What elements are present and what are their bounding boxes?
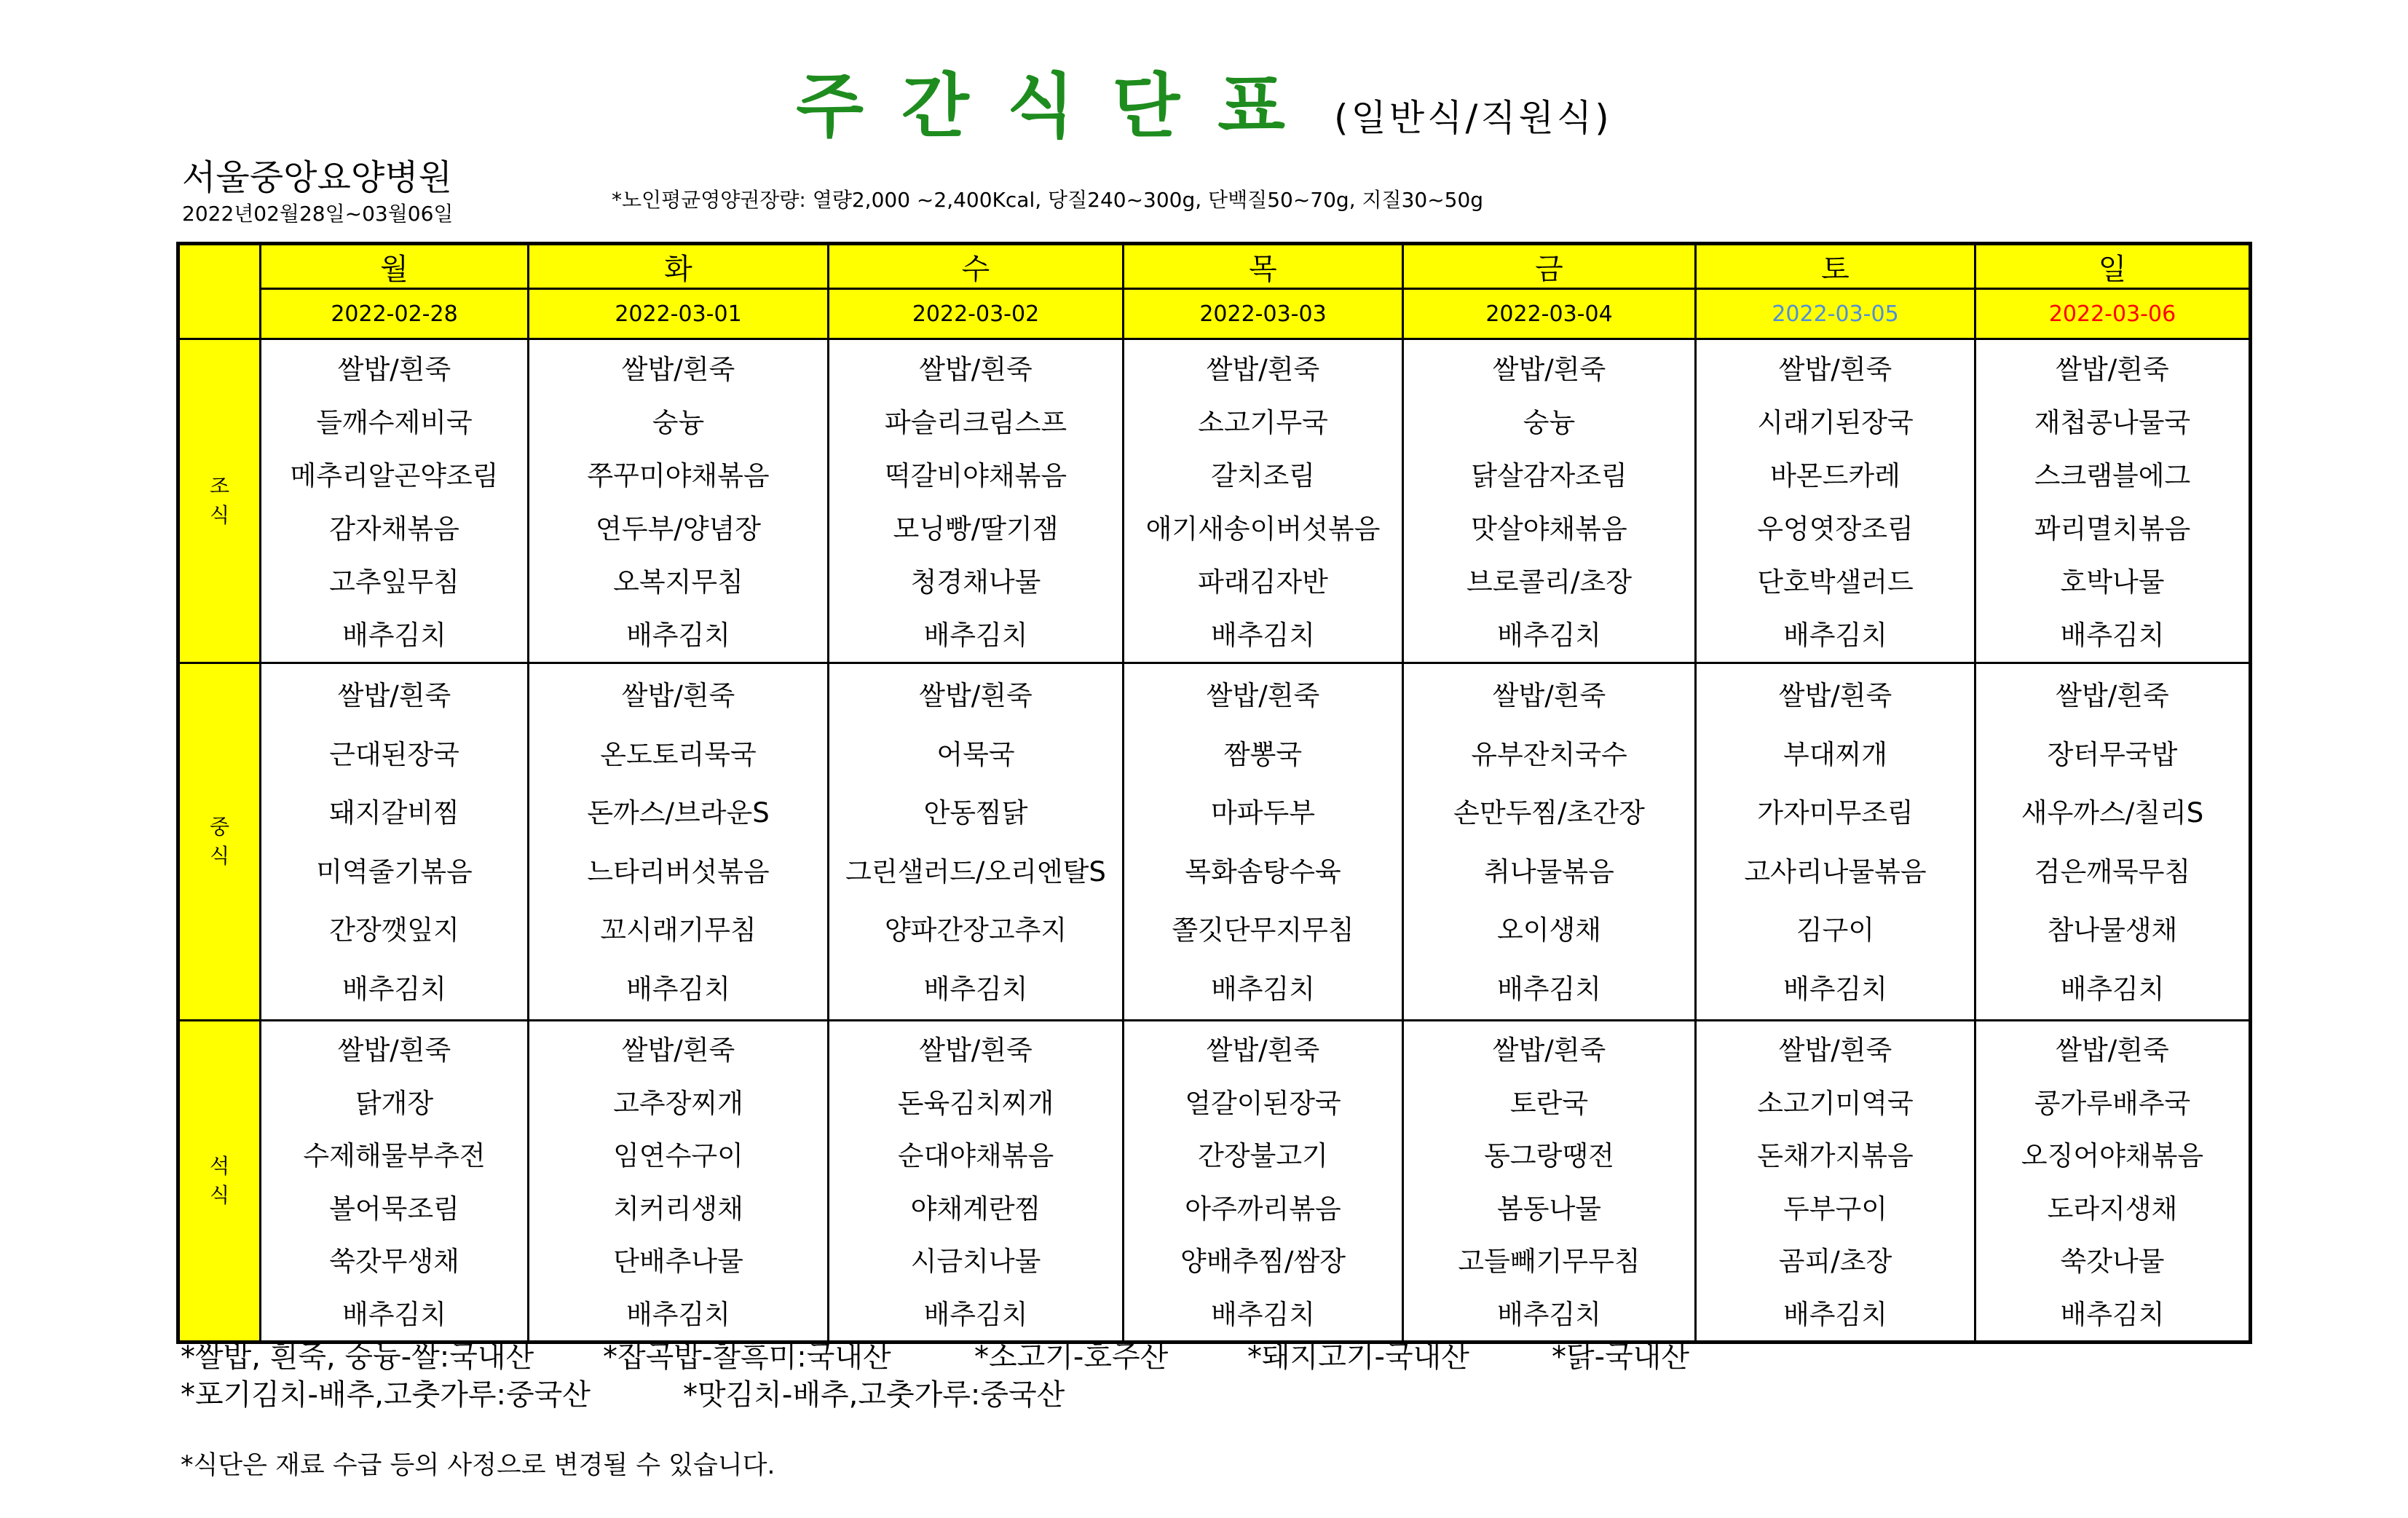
day-name-sat: 토 <box>1696 244 1975 289</box>
origin-note: *맛김치-배추,고춧가루:중국산 <box>683 1378 1065 1412</box>
change-notice: *식단은 재료 수급 등의 사정으로 변경될 수 있습니다. <box>181 1451 775 1480</box>
menu-item: 배추김치 <box>342 1298 446 1330</box>
lunch-row <box>178 663 2251 1021</box>
menu-item: 시금치나물 <box>910 1246 1041 1278</box>
menu-item: 배추김치 <box>1497 619 1601 651</box>
menu-item: 돈까스/브라운S <box>587 797 770 829</box>
dinner-row <box>178 1021 2251 1343</box>
dinner-cell-tue <box>529 1021 829 1343</box>
menu-item: 그린샐러드/오리엔탈S <box>845 855 1106 888</box>
menu-item: 배추김치 <box>2060 619 2165 651</box>
origin-notes-line2 <box>181 1376 1689 1414</box>
day-name-row <box>178 244 2251 289</box>
origin-note: *닭-국내산 <box>1552 1340 1689 1374</box>
menu-item: 쌀밥/흰죽 <box>919 1035 1033 1067</box>
day-date-wed: 2022-03-02 <box>829 289 1124 339</box>
menu-item: 쌀밥/흰죽 <box>2056 680 2169 712</box>
menu-item: 고사리나물볶음 <box>1744 855 1927 888</box>
menu-item: 돼지갈비찜 <box>329 797 459 829</box>
menu-item: 단호박샐러드 <box>1757 566 1914 598</box>
dinner-cell-sun <box>1975 1021 2251 1343</box>
meal-label-char: 중 <box>209 815 230 839</box>
menu-item: 임연수구이 <box>613 1140 743 1172</box>
menu-item: 고들빼기무무침 <box>1458 1246 1641 1278</box>
menu-item: 배추김치 <box>626 619 730 651</box>
origin-note: *잡곡밥-찰흑미:국내산 <box>603 1340 891 1374</box>
day-name-sun: 일 <box>1975 244 2251 289</box>
menu-item: 김구이 <box>1796 914 1875 946</box>
origin-note: *포기김치-배추,고춧가루:중국산 <box>181 1378 591 1412</box>
menu-item: 쌀밥/흰죽 <box>1206 680 1320 712</box>
menu-item: 재첩콩나물국 <box>2034 406 2191 438</box>
lunch-cell-thu <box>1124 663 1403 1021</box>
day-date-mon: 2022-02-28 <box>261 289 529 339</box>
menu-item: 청경채나물 <box>910 566 1041 598</box>
menu-item: 배추김치 <box>2060 973 2165 1005</box>
menu-item: 쌀밥/흰죽 <box>621 680 735 712</box>
menu-item: 참나물생채 <box>2047 914 2178 946</box>
origin-note: *쌀밥, 흰죽, 숭늉-쌀:국내산 <box>181 1340 534 1374</box>
menu-item: 돈채가지볶음 <box>1757 1140 1914 1172</box>
menu-item: 간장불고기 <box>1198 1140 1328 1172</box>
day-date-tue: 2022-03-01 <box>529 289 829 339</box>
lunch-cell-wed <box>829 663 1124 1021</box>
breakfast-cell-mon <box>261 339 529 663</box>
meal-label-char: 석 <box>209 1154 230 1178</box>
menu-item: 마파두부 <box>1211 797 1315 829</box>
menu-item: 배추김치 <box>1783 1298 1887 1330</box>
menu-item: 배추김치 <box>923 1298 1028 1330</box>
day-date-thu: 2022-03-03 <box>1124 289 1403 339</box>
menu-item: 쌀밥/흰죽 <box>1492 1035 1606 1067</box>
menu-item: 안동찜닭 <box>923 797 1028 829</box>
menu-item: 닭개장 <box>355 1087 434 1119</box>
menu-item: 닭살감자조림 <box>1471 459 1627 491</box>
menu-item: 배추김치 <box>626 1298 730 1330</box>
menu-item: 아주까리볶음 <box>1185 1193 1341 1225</box>
breakfast-cell-fri <box>1403 339 1696 663</box>
menu-item: 쌀밥/흰죽 <box>919 353 1033 385</box>
page-title: 주간식단표 <box>796 66 1323 147</box>
menu-item: 시래기된장국 <box>1757 406 1914 438</box>
menu-item: 느타리버섯볶음 <box>587 855 770 888</box>
dinner-cell-thu <box>1124 1021 1403 1343</box>
page-subtitle: (일반식/직원식) <box>1334 97 1612 139</box>
menu-item: 양배추찜/쌈장 <box>1180 1246 1346 1278</box>
menu-item: 온도토리묵국 <box>600 738 757 770</box>
menu-item: 모닝빵/딸기잼 <box>893 513 1059 545</box>
lunch-cell-sun <box>1975 663 2251 1021</box>
day-date-sun: 2022-03-06 <box>1975 289 2251 339</box>
day-date-row <box>178 289 2251 339</box>
menu-item: 가자미무조림 <box>1757 797 1914 829</box>
title-area <box>0 51 2408 151</box>
menu-item: 배추김치 <box>1783 973 1887 1005</box>
menu-item: 짬뽕국 <box>1223 738 1303 770</box>
menu-item: 근대된장국 <box>329 738 459 770</box>
menu-item: 야채계란찜 <box>910 1193 1041 1225</box>
menu-item: 고추장찌개 <box>613 1087 743 1119</box>
day-date-fri: 2022-03-04 <box>1403 289 1696 339</box>
menu-item: 맛살야채볶음 <box>1471 513 1627 545</box>
menu-item: 애기새송이버섯볶음 <box>1145 513 1381 545</box>
menu-item: 취나물볶음 <box>1484 855 1614 888</box>
dinner-label <box>178 1021 261 1343</box>
menu-item: 쌀밥/흰죽 <box>1492 680 1606 712</box>
menu-item: 배추김치 <box>1211 1298 1315 1330</box>
lunch-label <box>178 663 261 1021</box>
menu-item: 도라지생채 <box>2047 1193 2178 1225</box>
menu-item: 쌀밥/흰죽 <box>621 1035 735 1067</box>
breakfast-row <box>178 339 2251 663</box>
nutrition-guideline: *노인평균영양권장량: 열량2,000 ~2,400Kcal, 당질240~300g, 단백질50~70g, 지질30~50g <box>612 188 1484 212</box>
menu-item: 고추잎무침 <box>329 566 459 598</box>
day-name-wed: 수 <box>829 244 1124 289</box>
menu-item: 쌀밥/흰죽 <box>337 680 451 712</box>
menu-item: 배추김치 <box>1211 973 1315 1005</box>
lunch-cell-sat <box>1696 663 1975 1021</box>
breakfast-cell-thu <box>1124 339 1403 663</box>
day-name-fri: 금 <box>1403 244 1696 289</box>
breakfast-cell-sat <box>1696 339 1975 663</box>
menu-item: 갈치조림 <box>1211 459 1315 491</box>
day-name-thu: 목 <box>1124 244 1403 289</box>
header-corner <box>178 244 261 339</box>
menu-item: 쌀밥/흰죽 <box>621 353 735 385</box>
menu-item: 쌀밥/흰죽 <box>919 680 1033 712</box>
menu-item: 손만두찜/초간장 <box>1453 797 1645 829</box>
menu-item: 쌀밥/흰죽 <box>1492 353 1606 385</box>
menu-item: 쌀밥/흰죽 <box>1206 353 1320 385</box>
menu-item: 배추김치 <box>923 619 1028 651</box>
day-date-sat: 2022-03-05 <box>1696 289 1975 339</box>
menu-item: 바몬드카레 <box>1770 459 1900 491</box>
menu-item: 배추김치 <box>342 973 446 1005</box>
menu-item: 미역줄기볶음 <box>316 855 473 888</box>
menu-item: 쌀밥/흰죽 <box>1778 353 1892 385</box>
meal-label-char: 식 <box>209 844 230 868</box>
menu-item: 배추김치 <box>1497 973 1601 1005</box>
weekly-menu-table <box>176 242 2252 1344</box>
menu-item: 목화솜탕수육 <box>1185 855 1341 888</box>
menu-item: 치커리생채 <box>613 1193 743 1225</box>
menu-item: 쫄깃단무지무침 <box>1172 914 1354 946</box>
menu-item: 들깨수제비국 <box>316 406 473 438</box>
menu-item: 배추김치 <box>626 973 730 1005</box>
origin-notes-line1 <box>181 1338 1689 1376</box>
day-name-mon: 월 <box>261 244 529 289</box>
menu-item: 부대찌개 <box>1783 738 1887 770</box>
menu-item: 순대야채볶음 <box>897 1140 1054 1172</box>
menu-item: 배추김치 <box>1783 619 1887 651</box>
meal-label-char: 조 <box>209 474 230 498</box>
menu-item: 호박나물 <box>2060 566 2165 598</box>
breakfast-label <box>178 339 261 663</box>
origin-note: *돼지고기-국내산 <box>1247 1340 1469 1374</box>
menu-item: 토란국 <box>1509 1087 1589 1119</box>
date-range: 2022년02월28일~03월06일 <box>182 202 454 226</box>
menu-item: 오이생채 <box>1497 914 1601 946</box>
menu-item: 볼어묵조림 <box>329 1193 459 1225</box>
menu-item: 숭늉 <box>1523 406 1576 438</box>
menu-item: 숭늉 <box>652 406 705 438</box>
meal-label-char: 식 <box>209 1183 230 1207</box>
meal-label-char: 식 <box>209 503 230 527</box>
menu-item: 배추김치 <box>342 619 446 651</box>
day-name-tue: 화 <box>529 244 829 289</box>
menu-item: 어묵국 <box>936 738 1015 770</box>
menu-item: 새우까스/칠리S <box>2021 797 2204 829</box>
menu-item: 유부잔치국수 <box>1471 738 1627 770</box>
menu-item: 쌀밥/흰죽 <box>1778 680 1892 712</box>
menu-item: 꼬시래기무침 <box>600 914 757 946</box>
menu-item: 배추김치 <box>1497 1298 1601 1330</box>
menu-item: 장터무국밥 <box>2047 738 2178 770</box>
menu-item: 두부구이 <box>1783 1193 1887 1225</box>
lunch-cell-mon <box>261 663 529 1021</box>
menu-item: 꽈리멸치볶음 <box>2034 513 2191 545</box>
menu-item: 쭈꾸미야채볶음 <box>587 459 770 491</box>
menu-item: 쌀밥/흰죽 <box>2056 353 2169 385</box>
menu-item: 얼갈이된장국 <box>1185 1087 1341 1119</box>
menu-item: 메추리알곤약조림 <box>290 459 499 491</box>
lunch-cell-tue <box>529 663 829 1021</box>
menu-item: 떡갈비야채볶음 <box>884 459 1067 491</box>
menu-item: 수제해물부추전 <box>303 1140 486 1172</box>
menu-item: 콩가루배추국 <box>2034 1087 2191 1119</box>
breakfast-cell-tue <box>529 339 829 663</box>
menu-item: 동그랑땡전 <box>1484 1140 1614 1172</box>
menu-item: 쌀밥/흰죽 <box>337 1035 451 1067</box>
menu-item: 쌀밥/흰죽 <box>1778 1035 1892 1067</box>
menu-item: 돈육김치찌개 <box>897 1087 1054 1119</box>
dinner-cell-sat <box>1696 1021 1975 1343</box>
dinner-cell-fri <box>1403 1021 1696 1343</box>
menu-item: 간장깻잎지 <box>329 914 459 946</box>
dinner-cell-mon <box>261 1021 529 1343</box>
menu-item: 쌀밥/흰죽 <box>1206 1035 1320 1067</box>
menu-item: 쌀밥/흰죽 <box>337 353 451 385</box>
menu-item: 오복지무침 <box>613 566 743 598</box>
menu-item: 배추김치 <box>2060 1298 2165 1330</box>
menu-item: 곰피/초장 <box>1778 1246 1892 1278</box>
menu-item: 감자채볶음 <box>329 513 459 545</box>
origin-notes <box>181 1338 1689 1414</box>
menu-item: 우엉엿장조림 <box>1757 513 1914 545</box>
menu-item: 쑥갓나물 <box>2060 1246 2165 1278</box>
menu-item: 오징어야채볶음 <box>2021 1140 2204 1172</box>
menu-item: 파슬리크림스프 <box>884 406 1067 438</box>
menu-item: 소고기미역국 <box>1757 1087 1914 1119</box>
menu-item: 파래김자반 <box>1198 566 1328 598</box>
menu-item: 브로콜리/초장 <box>1466 566 1632 598</box>
menu-item: 배추김치 <box>1211 619 1315 651</box>
menu-item: 소고기무국 <box>1198 406 1328 438</box>
menu-item: 봄동나물 <box>1497 1193 1601 1225</box>
breakfast-cell-sun <box>1975 339 2251 663</box>
dinner-cell-wed <box>829 1021 1124 1343</box>
menu-item: 연두부/양념장 <box>596 513 761 545</box>
breakfast-cell-wed <box>829 339 1124 663</box>
menu-item: 양파간장고추지 <box>884 914 1067 946</box>
menu-item: 스크램블에그 <box>2034 459 2191 491</box>
menu-item: 배추김치 <box>923 973 1028 1005</box>
lunch-cell-fri <box>1403 663 1696 1021</box>
origin-note: *소고기-호주산 <box>974 1340 1169 1374</box>
menu-item: 쌀밥/흰죽 <box>2056 1035 2169 1067</box>
menu-item: 단배추나물 <box>613 1246 743 1278</box>
menu-item: 쑥갓무생채 <box>329 1246 459 1278</box>
menu-item: 검은깨묵무침 <box>2034 855 2191 888</box>
hospital-name: 서울중앙요양병원 <box>182 157 452 198</box>
